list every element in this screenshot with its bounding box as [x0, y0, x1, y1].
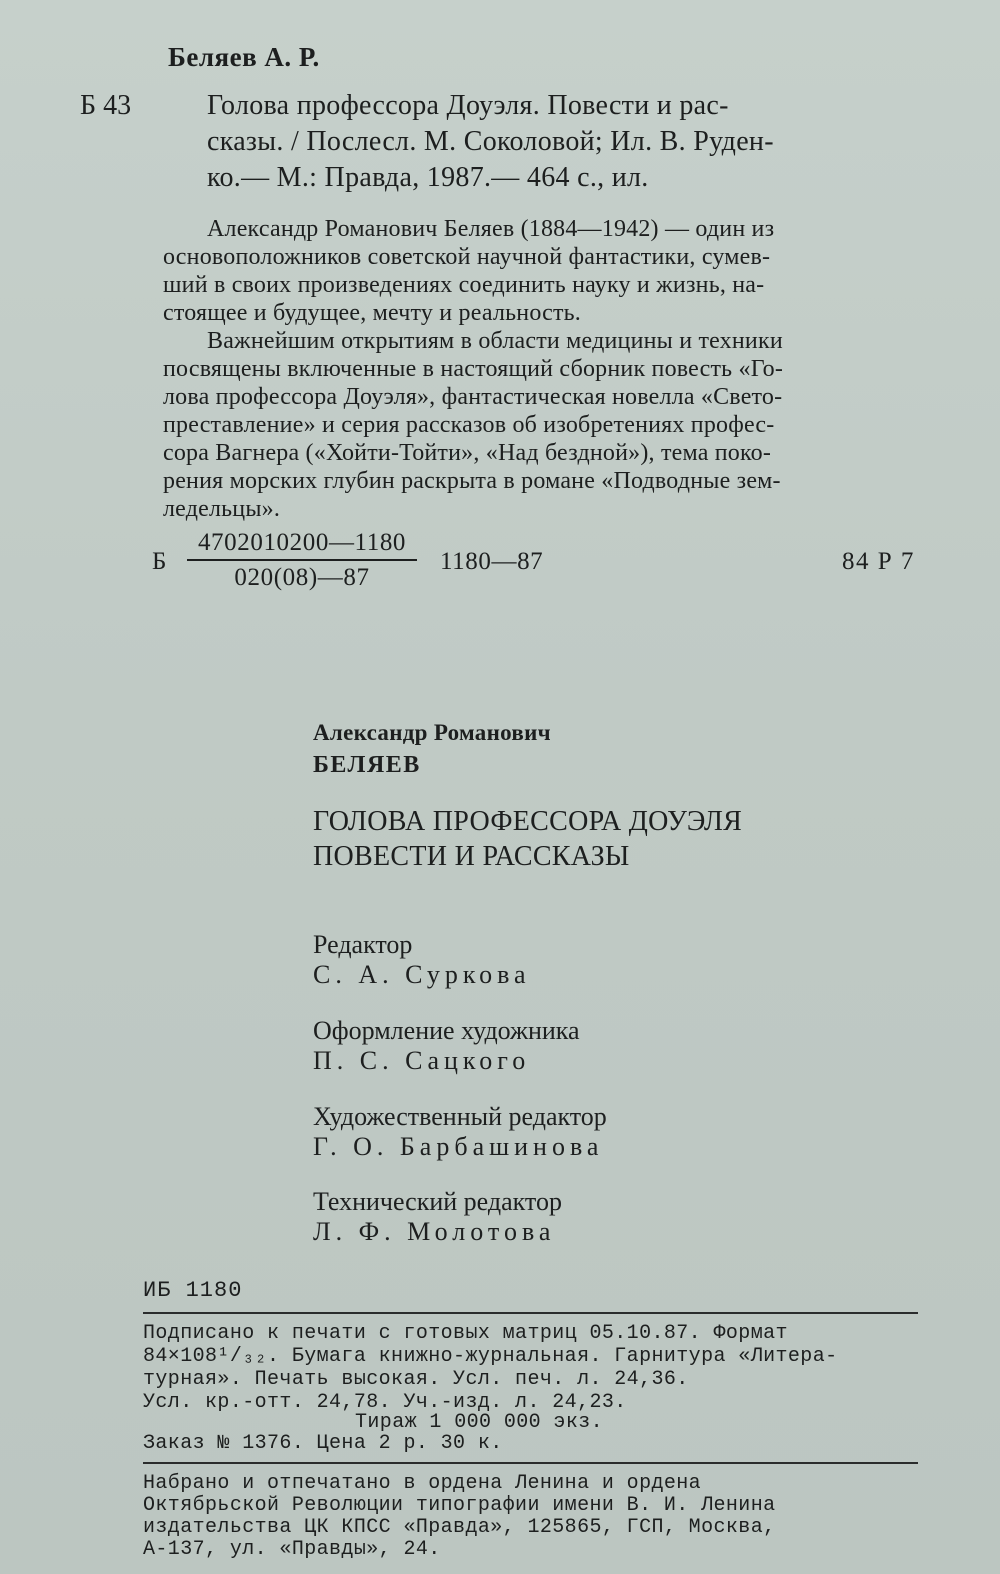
circulation: Тираж 1 000 000 экз. [355, 1411, 604, 1434]
annotation-line: преставление» и серия рассказов об изобретениях профес- [163, 412, 775, 438]
annotation-line: Важнейшим открытиям в области медицины и техники [207, 328, 783, 354]
credit-role: Технический редактор [313, 1187, 562, 1216]
isbn-denominator: 020(08)—87 [234, 564, 370, 591]
credit-role: Художественный редактор [313, 1102, 607, 1131]
isbn-code: 1180—87 [440, 548, 544, 575]
annotation-line: ший в своих произведениях соединить науку и жизнь, на- [163, 272, 765, 298]
print-line: Усл. кр.-отт. 24,78. Уч.-изд. л. 24,23. [143, 1391, 627, 1414]
order-price: Заказ № 1376. Цена 2 р. 30 к. [143, 1432, 503, 1455]
credit-name: Л. Ф. Молотова [313, 1217, 556, 1246]
annotation-line: рения морских глубин раскрыта в романе «Подводные зем- [163, 468, 781, 494]
credit-name: Г. О. Барбашинова [313, 1132, 604, 1161]
printer-line: издательства ЦК КПСС «Правда», 125865, ГСП, Москва, [143, 1516, 776, 1539]
credit-role: Редактор [313, 930, 413, 959]
ib-number: ИБ 1180 [143, 1278, 243, 1303]
annotation-line: посвящены включенные в настоящий сборник повесть «Го- [163, 356, 784, 382]
divider [143, 1462, 918, 1464]
isbn-prefix: Б [152, 548, 167, 575]
catalog-title-line: ко.— М.: Правда, 1987.— 464 с., ил. [207, 162, 649, 193]
annotation-line: стоящее и будущее, мечту и реальность. [163, 300, 582, 326]
catalog-title-line: Голова профессора Доуэля. Повести и рас- [207, 90, 729, 121]
divider [143, 1312, 918, 1314]
print-line: турная». Печать высокая. Усл. печ. л. 24,36. [143, 1368, 689, 1391]
print-line: 84×108¹/₃₂. Бумага книжно-журнальная. Гарнитура «Литера- [143, 1345, 838, 1368]
credit-name: С. А. Суркова [313, 960, 531, 989]
annotation-line: основоположников советской научной фантастики, сумев- [163, 244, 771, 270]
annotation-line: сора Вагнера («Хойти-Тойти», «Над бездной»), тема поко- [163, 440, 772, 466]
book-title: ГОЛОВА ПРОФЕССОРА ДОУЭЛЯ [313, 806, 743, 837]
author-fullname: Александр Романович [313, 720, 551, 745]
credit-name: П. С. Сацкого [313, 1046, 531, 1075]
credit-role: Оформление художника [313, 1016, 580, 1045]
annotation-line: ледельцы». [163, 496, 281, 522]
author-surname: БЕЛЯЕВ [313, 752, 421, 778]
printer-line: Октябрьской Революции типографии имени В. И. Ленина [143, 1494, 776, 1517]
catalog-author: Беляев А. Р. [168, 42, 320, 72]
annotation-line: лова профессора Доуэля», фантастическая новелла «Свето- [163, 384, 783, 410]
book-subtitle: ПОВЕСТИ И РАССКАЗЫ [313, 841, 630, 872]
catalog-index: Б 43 [80, 90, 132, 121]
printer-line: А-137, ул. «Правды», 24. [143, 1538, 441, 1561]
catalog-title-line: сказы. / Послесл. М. Соколовой; Ил. В. Руден- [207, 126, 774, 157]
isbn-numerator: 4702010200—1180 [197, 529, 407, 556]
bbk-code: 84 Р 7 [842, 548, 915, 575]
fraction-bar [187, 559, 417, 561]
printer-line: Набрано и отпечатано в ордена Ленина и ордена [143, 1472, 702, 1495]
annotation-line: Александр Романович Беляев (1884—1942) — один из [207, 216, 775, 242]
print-line: Подписано к печати с готовых матриц 05.10.87. Формат [143, 1322, 788, 1345]
isbn-fraction [187, 528, 417, 593]
